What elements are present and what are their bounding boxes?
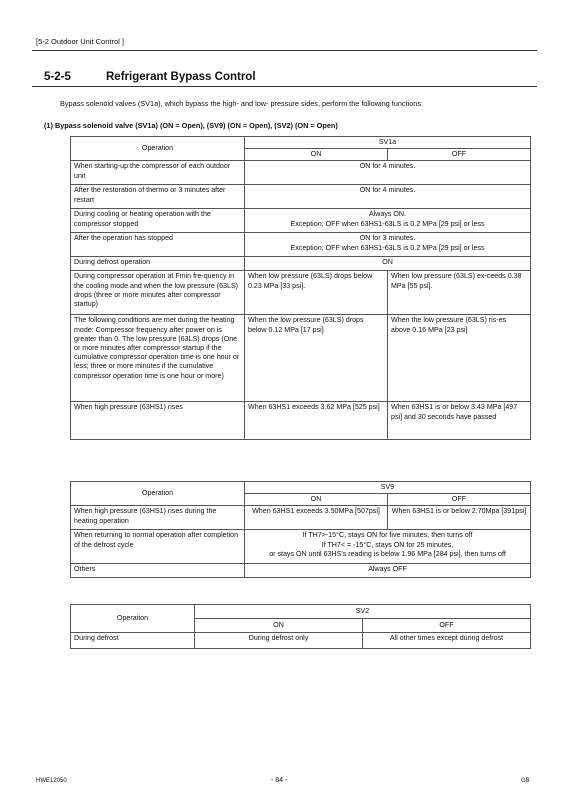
sv2-valve-header: SV2 [195, 605, 531, 619]
table-row [71, 564, 531, 578]
state-line: Exception: OFF when 63HS1-63LS is 0.2 MPa [29 psi] or less [290, 219, 485, 228]
operation-cell: When high pressure (63HS1) rises [71, 402, 245, 440]
sv2-off-header: OFF [363, 619, 531, 633]
table-row [71, 185, 531, 209]
operation-cell: During defrost [71, 633, 195, 649]
sv1a-on-header: ON [245, 149, 388, 161]
operation-cell: Others [71, 564, 245, 578]
table-row [71, 271, 531, 315]
section-divider [32, 86, 537, 87]
sv1a-operation-header: Operation [71, 137, 245, 161]
state-line: Exception: OFF when 63HS1-63LS is 0.2 MPa [29 psi] or less [290, 243, 485, 252]
state-line: If TH7< = -15°C, stays ON for 25 minutes, [321, 540, 454, 549]
sv9-on-header: ON [245, 494, 388, 506]
operation-cell: During defrost operation [71, 257, 245, 271]
subheading: (1) Bypass solenoid valve (SV1a) (ON = Open), (SV9) (ON = Open), (SV2) (ON = Open) [44, 121, 338, 130]
table-row [71, 315, 531, 402]
on-cell: When the low pressure (63LS) drops below 0.12 MPa [17 psi] [245, 315, 388, 402]
on-cell: When low pressure (63LS) drops below 0.23 MPa [33 psi]. [245, 271, 388, 315]
table-row [71, 633, 531, 649]
state-line: ON for 3 minutes. [359, 234, 416, 243]
header-section-label: [5-2 Outdoor Unit Control ] [36, 37, 124, 46]
state-line: or stays ON until 63HS's reading is below 1.96 MPa [284 psi], then turns off [269, 549, 506, 558]
state-cell: ON [245, 257, 531, 271]
header-divider [32, 50, 537, 51]
on-cell: When 63HS1 exceeds 3.62 MPa [525 psi] [245, 402, 388, 440]
footer-page-number: - 84 - [271, 777, 288, 784]
sv1a-table [70, 136, 531, 440]
state-line: If TH7>-15°C, stays ON for five minutes, then turns off [302, 531, 473, 540]
state-cell [245, 530, 531, 564]
table-row [71, 161, 531, 185]
sv2-on-header: ON [195, 619, 363, 633]
state-cell [245, 209, 531, 233]
table-row [71, 402, 531, 440]
off-cell: When the low pressure (63LS) ris-es above 0.16 MPa [23 psi] [388, 315, 531, 402]
state-cell: ON for 4 minutes. [245, 185, 531, 209]
sv9-off-header: OFF [388, 494, 531, 506]
sv2-table [70, 604, 531, 649]
sv1a-valve-header: SV1a [245, 137, 531, 149]
operation-cell: When returning to normal operation after completion of the defrost cycle [71, 530, 245, 564]
sv9-valve-header: SV9 [245, 482, 531, 494]
sv1a-off-header: OFF [388, 149, 531, 161]
operation-cell: The following conditions are met during the heating mode: Compressor frequency after power on is greater than 0. The low pressure (63LS) drops (One or more minutes after compressor startup if the cumulative compressor operation time is one hour or less; three or more minutes if the cumulative compressor operation time is one hour or more) [71, 315, 245, 402]
operation-cell: After the operation has stopped [71, 233, 245, 257]
table-row [71, 257, 531, 271]
footer-language: GB [521, 778, 530, 784]
table-row [71, 233, 531, 257]
sv9-operation-header: Operation [71, 482, 245, 506]
off-cell: When low pressure (63LS) ex-ceeds 0.38 MPa [55 psi]. [388, 271, 531, 315]
sv2-operation-header: Operation [71, 605, 195, 633]
table-row [71, 530, 531, 564]
off-cell: When 63HS1 is or below 2.70Mpa [391psi] [388, 506, 531, 530]
off-cell: All other times except during defrost [363, 633, 531, 649]
operation-cell: After the restoration of thermo or 3 minutes after restart [71, 185, 245, 209]
on-cell: When 63HS1 exceeds 3.50MPa [507psi] [245, 506, 388, 530]
operation-cell: When high pressure (63HS1) rises during the heating operation [71, 506, 245, 530]
sv9-table [70, 481, 531, 578]
operation-cell: During compressor operation at Fmin fre-quency in the cooling mode and when the low pressure (63LS) drops (three or more minutes after compressor startup) [71, 271, 245, 315]
on-cell: During defrost only [195, 633, 363, 649]
footer-doc-code: HWE12050 [36, 778, 67, 784]
section-number: 5-2-5 [44, 71, 71, 83]
section-title-text: Refrigerant Bypass Control [106, 71, 256, 83]
operation-cell: When starting-up the compressor of each outdoor unit [71, 161, 245, 185]
table-row [71, 209, 531, 233]
state-line: Always ON. [368, 210, 407, 219]
state-cell: Always OFF [245, 564, 531, 578]
table-row [71, 506, 531, 530]
operation-cell: During cooling or heating operation with the compressor stopped [71, 209, 245, 233]
state-cell: ON for 4 minutes. [245, 161, 531, 185]
off-cell: When 63HS1 is or below 3.43 MPa [497 psi] and 30 seconds have passed [388, 402, 531, 440]
intro-text: Bypass solenoid valves (SV1a), which bypass the high- and low- pressure sides, perform the following functions. [60, 99, 423, 108]
section-title [44, 71, 256, 83]
state-cell [245, 233, 531, 257]
